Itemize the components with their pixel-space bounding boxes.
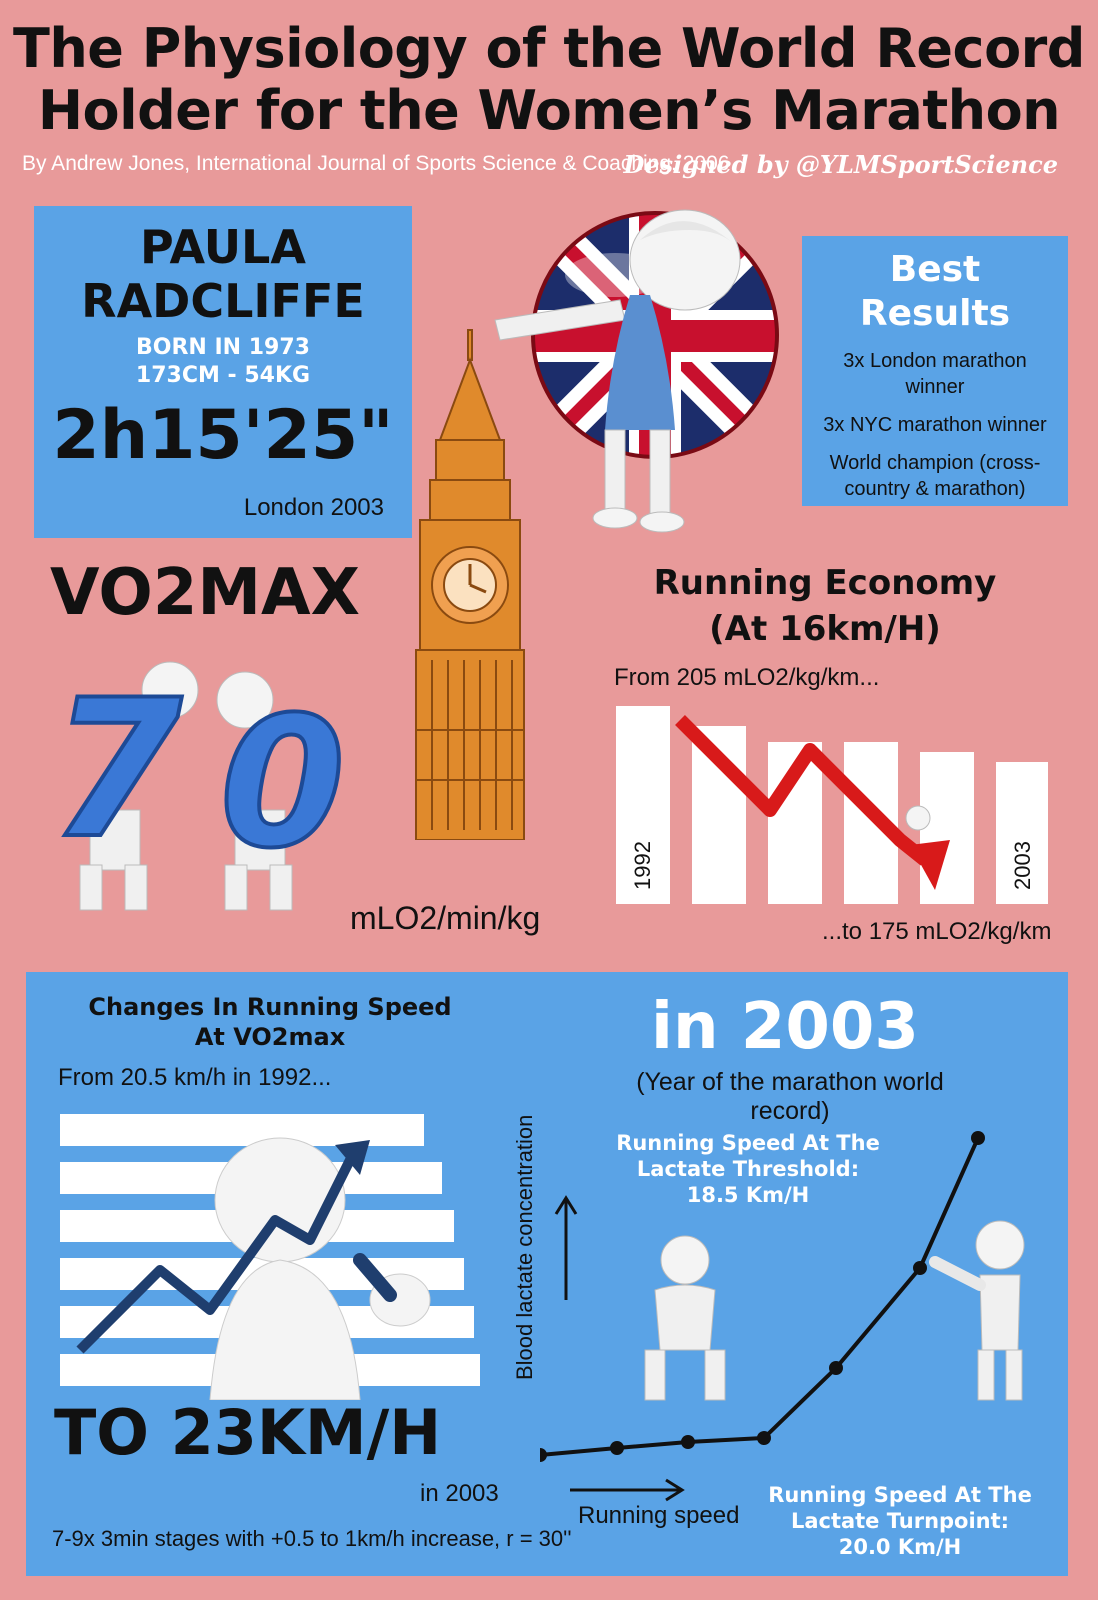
running-economy-to: ...to 175 mLO2/kg/km <box>822 918 1052 945</box>
x-axis-arrow-icon <box>570 1480 682 1500</box>
curve-point <box>681 1435 695 1449</box>
running-economy-year-end: 2003 <box>1010 841 1035 890</box>
figure-holding-seven-icon <box>50 660 198 910</box>
running-economy-year-start: 1992 <box>630 841 655 890</box>
speed-from: From 20.5 km/h in 1992... <box>58 1064 332 1091</box>
running-economy-title-2: (At 16km/H) <box>709 609 941 649</box>
best-results-title <box>802 248 1068 336</box>
protocol-note: 7-9x 3min stages with +0.5 to 1km/h increase, r = 30'' <box>52 1526 572 1551</box>
athlete-first-name: PAULA <box>140 220 306 274</box>
athlete-card <box>34 206 412 538</box>
running-economy-from: From 205 mLO2/kg/km... <box>614 664 880 691</box>
best-results-title-2: Results <box>859 293 1011 334</box>
athlete-details <box>34 334 412 390</box>
page-title <box>0 18 1098 142</box>
year-2003-title: in 2003 <box>651 990 919 1064</box>
downward-trend-arrow-icon <box>670 700 970 900</box>
lactate-turnpoint-line-2: Lactate Turnpoint: <box>790 1509 1010 1533</box>
curve-point <box>913 1261 927 1275</box>
lactate-threshold-line-1: Running Speed At The <box>616 1131 880 1155</box>
title-line-1: The Physiology of the World Record <box>13 17 1085 80</box>
designer-credit: Designed by @YLMSportScience <box>623 150 1058 179</box>
figure-crouching-icon <box>645 1236 725 1400</box>
lactate-threshold-value: 18.5 Km/H <box>686 1183 810 1207</box>
running-economy-title <box>590 560 1060 652</box>
title-line-2: Holder for the Women’s Marathon <box>37 79 1061 142</box>
athlete-body: 173CM - 54KG <box>135 363 311 388</box>
athlete-name <box>34 220 412 328</box>
speed-at-vo2max-title <box>40 992 500 1052</box>
digit-seven: 7 <box>50 660 183 880</box>
speed-title-1: Changes In Running Speed <box>88 993 452 1021</box>
year-2003-subtitle: (Year of the marathon world record) <box>636 1068 944 1125</box>
y-axis-label: Blood lactate concentration <box>512 1114 537 1380</box>
x-axis-label: Running speed <box>578 1502 740 1529</box>
best-result-item: 3x London marathon winner <box>843 350 1027 398</box>
y-axis-arrow-icon <box>556 1198 576 1300</box>
speed-to: TO 23KM/H <box>54 1396 442 1469</box>
byline: By Andrew Jones, International Journal of Sports Science & Coaching, 2006 <box>22 152 730 175</box>
speed-year: in 2003 <box>420 1480 499 1507</box>
record-place: London 2003 <box>243 494 384 521</box>
figure-holding-zero-icon <box>217 672 345 910</box>
lactate-turnpoint-line-1: Running Speed At The <box>768 1483 1032 1507</box>
best-result-item: World champion (cross-country & marathon) <box>829 452 1041 500</box>
lactate-turnpoint-value: 20.0 Km/H <box>838 1535 962 1559</box>
vo2max-title: VO2MAX <box>50 556 360 630</box>
curve-point <box>829 1361 843 1375</box>
lactate-curve-line <box>540 1138 978 1455</box>
curve-point <box>610 1441 624 1455</box>
speed-title-2: At VO2max <box>194 1023 346 1051</box>
vo2max-unit: mLO2/min/kg <box>350 900 541 936</box>
digit-zero: 0 <box>220 679 346 888</box>
vo2max-digits-illustration <box>20 660 360 920</box>
athlete-last-name: RADCLIFFE <box>81 274 365 328</box>
athlete-born: BORN IN 1973 <box>136 335 310 360</box>
best-results-card <box>802 236 1068 506</box>
record-time: 2h15'25" <box>52 396 394 475</box>
rising-trend-illustration <box>60 1110 480 1400</box>
figure-pointing-icon <box>935 1221 1024 1400</box>
lactate-threshold-line-2: Lactate Threshold: <box>636 1157 860 1181</box>
best-result-item: 3x NYC marathon winner <box>823 414 1047 436</box>
running-economy-title-1: Running Economy <box>653 563 997 603</box>
curve-point <box>971 1131 985 1145</box>
curve-point <box>540 1448 547 1462</box>
lactate-turnpoint-label <box>750 1482 1050 1560</box>
best-results-title-1: Best <box>889 249 981 290</box>
curve-point <box>757 1431 771 1445</box>
